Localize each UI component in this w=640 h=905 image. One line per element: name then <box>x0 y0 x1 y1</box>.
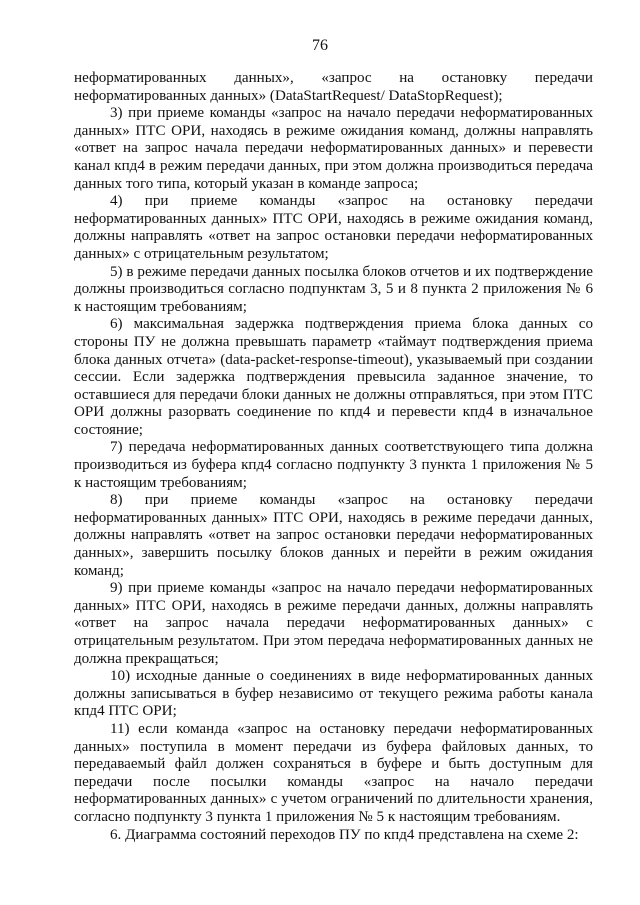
paragraph-item-5: 5) в режиме передачи данных посылка блоков отчетов и их подтверждение должны производиться согласно подпунктам 3, 5 и 8 пункта 2 приложения № 6 к настоящим требованиям; <box>74 263 593 315</box>
paragraph-continuation: неформатированных данных», «запрос на остановку передачи неформатированных данных» (DataStartRequest/ DataStopRequest); <box>74 70 593 104</box>
page-number: 76 <box>312 37 328 54</box>
paragraph-item-7: 7) передача неформатированных данных соответствующего типа должна производиться из буфера кпд4 согласно подпункту 3 пункта 1 приложения № 5 к настоящим требованиям; <box>74 439 593 491</box>
paragraph-item-11: 11) если команда «запрос на остановку передачи неформатированных данных» поступила в момент передачи из буфера файловых данных, то передаваемый файл должен сохраняться в буфере и быть доступным для передачи после посылки команды «запрос на начало передачи неформатированных данных» с учетом ограничений по длительности хранения, согласно подпункту 3 пункта 1 приложения № 5 к настоящим требованиям. <box>74 720 593 825</box>
paragraph-item-8: 8) при приеме команды «запрос на остановку передачи неформатированных данных» ПТС ОРИ, находясь в режиме передачи данных, должны направлять «ответ на запрос остановки передачи неформатированных данных», завершить посылку блоков данных и перейти в режим ожидания команд; <box>74 492 593 579</box>
paragraph-item-10: 10) исходные данные о соединениях в виде неформатированных данных должны записываться в буфер независимо от текущего режима работы канала кпд4 ПТС ОРИ; <box>74 668 593 720</box>
document-body <box>74 70 593 844</box>
paragraph-item-3: 3) при приеме команды «запрос на начало передачи неформатированных данных» ПТС ОРИ, находясь в режиме ожидания команд, должны направлять «ответ на запрос начала передачи неформатированных данных» и перевести канал кпд4 в режим передачи данных, при этом должна производиться передача данных того типа, который указан в команде запроса; <box>74 105 593 192</box>
paragraph-section-6: 6. Диаграмма состояний переходов ПУ по кпд4 представлена на схеме 2: <box>110 826 579 843</box>
paragraph-item-4: 4) при приеме команды «запрос на остановку передачи неформатированных данных» ПТС ОРИ, находясь в режиме ожидания команд, должны направлять «ответ на запрос остановки передачи неформатированных данных» с отрицательным результатом; <box>74 193 593 262</box>
paragraph-item-6: 6) максимальная задержка подтверждения приема блока данных со стороны ПУ не должна превышать параметр «таймаут подтверждения приема блока данных отчета» (data-packet-response-timeout), указываемый при создании сессии. Если задержка подтверждения превысила заданное значение, то оставшиеся для передачи блоки данных не должны отправляться, при этом ПТС ОРИ должны разорвать соединение по кпд4 и перевести кпд4 в изначальное состояние; <box>74 316 593 438</box>
paragraph-item-9: 9) при приеме команды «запрос на начало передачи неформатированных данных» ПТС ОРИ, находясь в режиме передачи данных, должны направлять «ответ на запрос начала передачи неформатированных данных» с отрицательным результатом. При этом передача неформатированных данных не должна прекращаться; <box>74 580 593 667</box>
